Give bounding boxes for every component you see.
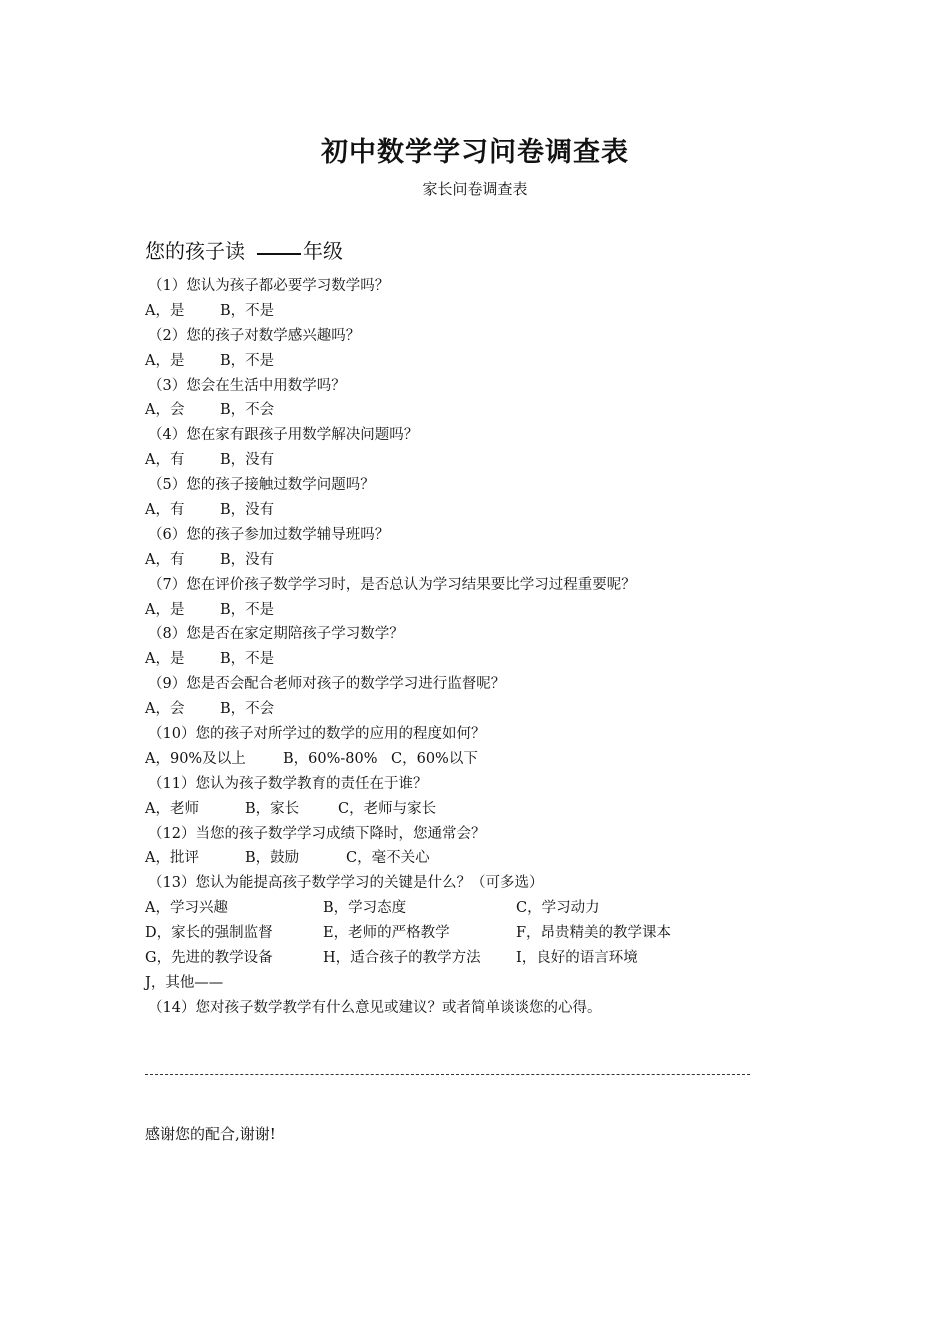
options-6	[145, 548, 805, 573]
option[interactable]: A，是	[145, 352, 185, 369]
option[interactable]: B，没有	[220, 502, 275, 519]
option[interactable]: E，老师的严格教学	[323, 925, 450, 942]
option[interactable]: J，其他——	[145, 974, 224, 991]
page-title: 初中数学学习问卷调查表	[321, 137, 629, 168]
option[interactable]: B，不是	[220, 651, 275, 668]
question-1: （1）您认为孩子都必要学习数学吗？	[148, 278, 390, 294]
question-14: （14）您对孩子数学教学有什么意见或建议？或者简单谈谈您的心得。	[148, 999, 602, 1016]
option[interactable]: A，90%及以上	[145, 750, 246, 767]
option[interactable]: B，不是	[220, 352, 275, 369]
option[interactable]: B，家长	[245, 800, 300, 817]
option[interactable]: B，不会	[220, 402, 275, 419]
option[interactable]: C，老师与家长	[338, 800, 437, 817]
question-8: （8）您是否在家定期陪孩子学习数学？	[148, 626, 404, 643]
option[interactable]: A，有	[145, 551, 185, 568]
options-13-row-1	[145, 896, 805, 921]
options-9	[145, 697, 805, 722]
option[interactable]: A，是	[145, 302, 185, 319]
option[interactable]: B，没有	[220, 452, 275, 469]
option[interactable]: B，60%-80%	[283, 750, 378, 767]
page-subtitle: 家长问卷调查表	[422, 180, 528, 198]
options-1	[145, 299, 805, 324]
question-3: （3）您会在生活中用数学吗？	[148, 377, 346, 394]
question-10: （10）您的孩子对所学过的数学的应用的程度如何？	[148, 726, 486, 743]
question-7: （7）您在评价孩子数学学习时，是否总认为学习结果要比学习过程重要呢？	[148, 576, 636, 593]
options-5	[145, 498, 805, 523]
options-13-row-3	[145, 946, 805, 971]
question-list	[145, 274, 805, 1021]
options-13-row-2	[145, 921, 805, 946]
option[interactable]: A，老师	[145, 800, 199, 817]
option[interactable]: B，学习态度	[323, 900, 407, 917]
option[interactable]: C，学习动力	[516, 900, 600, 917]
question-4: （4）您在家有跟孩子用数学解决问题吗？	[148, 427, 419, 444]
grade-prefix: 您的孩子读	[145, 239, 245, 263]
grade-blank[interactable]	[257, 253, 301, 255]
options-2	[145, 349, 805, 374]
option[interactable]: B，没有	[220, 551, 275, 568]
option[interactable]: H，适合孩子的教学方法	[323, 950, 481, 967]
option[interactable]: B，不是	[220, 302, 275, 319]
options-11	[145, 797, 805, 822]
options-3	[145, 398, 805, 423]
option[interactable]: B，不会	[220, 701, 275, 718]
options-10	[145, 747, 805, 772]
options-7	[145, 598, 805, 623]
option[interactable]: I，良好的语言环境	[516, 950, 638, 967]
options-12	[145, 846, 805, 871]
option[interactable]: A，是	[145, 651, 185, 668]
option[interactable]: D，家长的强制监督	[145, 925, 273, 942]
question-2: （2）您的孩子对数学感兴趣吗？	[148, 327, 361, 344]
question-5: （5）您的孩子接触过数学问题吗？	[148, 477, 375, 494]
option[interactable]: F，昂贵精美的教学课本	[516, 925, 672, 942]
question-9: （9）您是否会配合老师对孩子的数学学习进行监督呢？	[148, 676, 506, 693]
option[interactable]: B，鼓励	[245, 850, 300, 867]
option[interactable]: B，不是	[220, 601, 275, 618]
option[interactable]: A，会	[145, 402, 185, 419]
options-8	[145, 647, 805, 672]
question-11: （11）您认为孩子数学教育的责任在于谁？	[148, 775, 428, 792]
question-13: （13）您认为能提高孩子数学学习的关键是什么？（可多选）	[148, 875, 544, 892]
option[interactable]: A，是	[145, 601, 185, 618]
option[interactable]: C，毫不关心	[346, 850, 430, 867]
options-13-row-4	[145, 971, 805, 996]
question-12: （12）当您的孩子数学学习成绩下降时，您通常会？	[148, 825, 486, 842]
option[interactable]: C，60%以下	[391, 750, 478, 767]
thanks-note: 感谢您的配合,谢谢!	[145, 1125, 276, 1143]
option[interactable]: A，会	[145, 701, 185, 718]
option[interactable]: A，批评	[145, 850, 199, 867]
dashed-divider	[145, 1074, 750, 1075]
question-6: （6）您的孩子参加过数学辅导班吗？	[148, 526, 390, 543]
option[interactable]: G，先进的教学设备	[145, 950, 273, 967]
options-4	[145, 448, 805, 473]
grade-line	[145, 235, 343, 264]
grade-suffix: 年级	[303, 239, 343, 263]
option[interactable]: A，有	[145, 502, 185, 519]
option[interactable]: A，有	[145, 452, 185, 469]
option[interactable]: A，学习兴趣	[145, 900, 228, 917]
